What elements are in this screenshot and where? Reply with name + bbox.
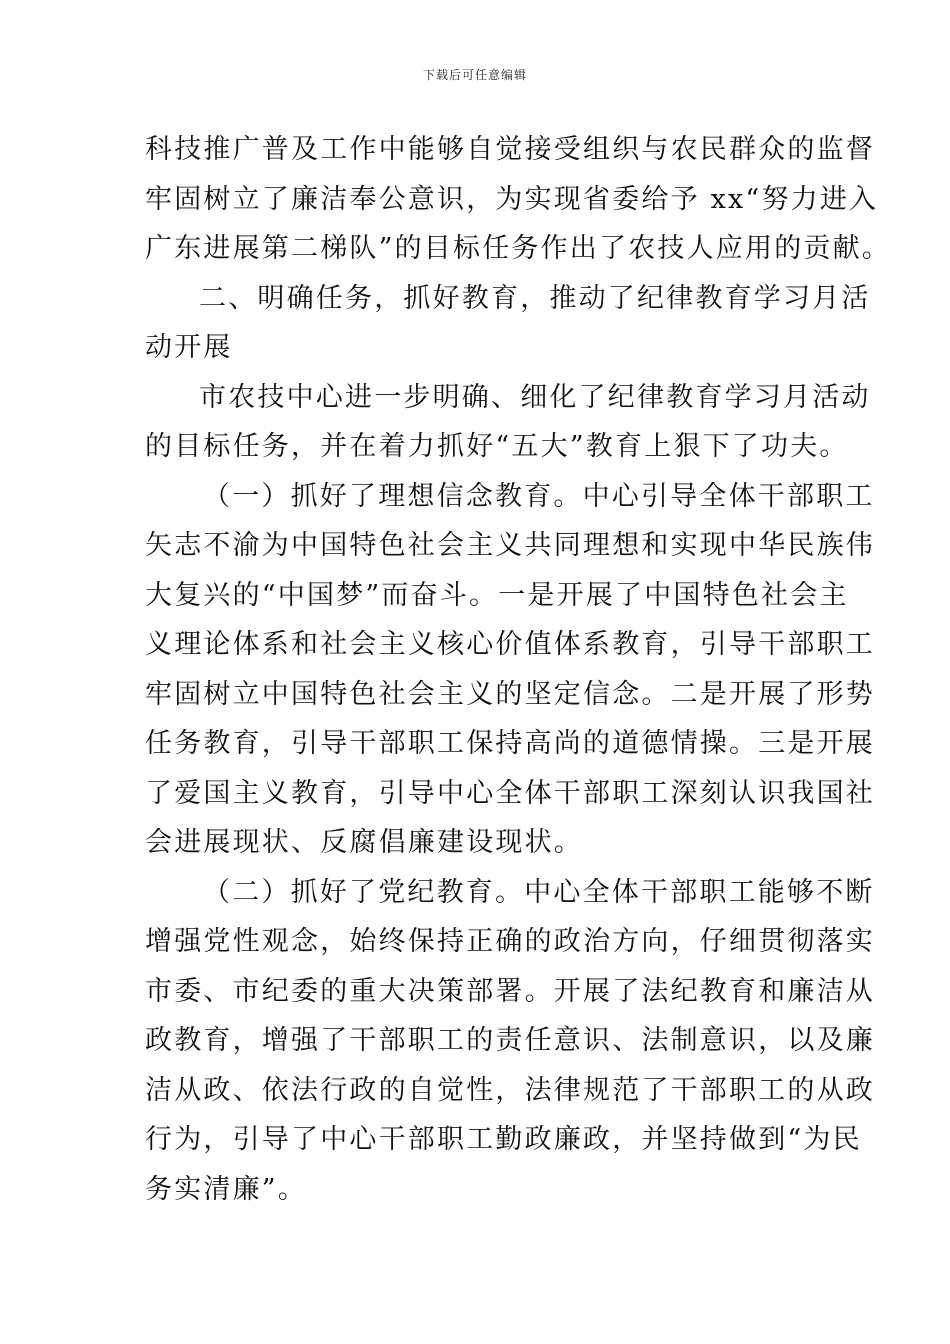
text-line: 会进展现状、反腐倡廉建设现状。 [145, 827, 583, 858]
text-line: 科技推广普及工作中能够自觉接受组织与农民群众的监督 [145, 134, 875, 165]
text-line: 的目标任务，并在着力抓好“五大”教育上狠下了功夫。 [145, 431, 849, 462]
text-line: 增强党性观念，始终保持正确的政治方向，仔细贯彻落实 [145, 926, 875, 957]
section-heading-line: 二、明确任务，抓好教育，推动了纪律教育学习月活 [199, 282, 871, 314]
text-line: 任务教育，引导干部职工保持高尚的道德情操。三是开展 [145, 728, 875, 759]
text-line: 洁从政、依法行政的自觉性，法律规范了干部职工的从政 [145, 1074, 875, 1106]
text-line: 政教育，增强了干部职工的责任意识、法制意识，以及廉 [145, 1025, 875, 1056]
text-line: 市委、市纪委的重大决策部署。开展了法纪教育和廉洁从 [145, 975, 875, 1007]
text-line: 义理论体系和社会主义核心价值体系教育，引导干部职工 [145, 629, 875, 660]
text-line: 行为，引导了中心干部职工勤政廉政，并坚持做到“为民 [145, 1124, 862, 1155]
text-line: 大复兴的“中国梦”而奋斗。一是开展了中国特色社会主 [145, 579, 849, 611]
document-body [145, 125, 892, 1214]
text-line: 矢志不渝为中国特色社会主义共同理想和实现中华民族伟 [145, 530, 875, 561]
section-heading-line: 动开展 [145, 332, 233, 363]
text-line: 了爱国主义教育，引导中心全体干部职工深刻认识我国社 [145, 777, 875, 809]
text-line: 务实清廉”。 [145, 1173, 308, 1205]
text-line: 广东进展第二梯队”的目标任务作出了农技人应用的贡献。 [145, 233, 892, 264]
paragraph-first-line: （二）抓好了党纪教育。中心全体干部职工能够不断 [203, 876, 875, 908]
paragraph-first-line: （一）抓好了理想信念教育。中心引导全体干部职工 [203, 480, 875, 512]
page-header-note: 下载后可任意编辑 [422, 68, 527, 82]
paragraph-first-line: 市农技中心进一步明确、细化了纪律教育学习月活动 [199, 381, 871, 413]
text-line: 牢固树立了廉洁奉公意识，为实现省委给予 xx“努力进入 [145, 183, 879, 215]
text-line: 牢固树立中国特色社会主义的坚定信念。二是开展了形势 [145, 678, 875, 710]
